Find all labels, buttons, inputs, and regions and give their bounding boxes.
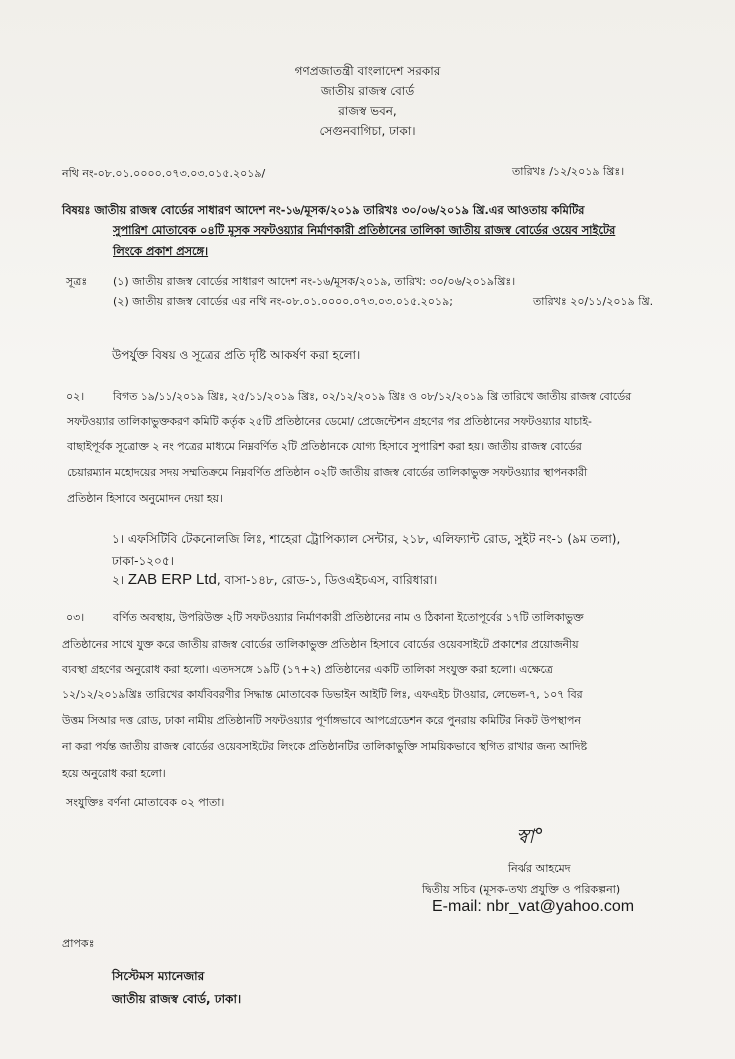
sources-label: সূত্রঃ [66,275,88,288]
para-number-02: ০২। [66,390,85,403]
signatory-name: নির্ঝর আহমেদ [508,862,571,875]
source-item-2-date: তারিখঃ ২০/১১/২০১৯ খ্রি. [533,295,654,308]
company-1-line-2: ঢাকা-১২০৫। [112,554,174,568]
para1-line: সফটওয়্যার তালিকাভুক্তকরণ কমিটি কর্তৃক ২৫টি প্রতিষ্ঠানের ডেমো/ প্রেজেন্টেশন গ্রহণের পর প্রতিষ্ঠানের সফটওয়্যার যাচাই- [67,415,592,428]
para1-line: বিগত ১৯/১১/২০১৯ খ্রিঃ, ২৫/১১/২০১৯ খ্রিঃ, ০২/১২/২০১৯ খ্রিঃ ও ০৮/১২/২০১৯ খ্রি তারিখে জাতীয় রাজস্ব বোর্ডের [113,390,632,403]
subject-line-2: সুপারিশ মোতাবেক ০৪টি মূসক সফটওয়্যার নির্মাণকারী প্রতিষ্ঠানের তালিকা জাতীয় রাজস্ব বোর্ডের ওয়েব সাইটের [113,224,616,237]
recipient-office: জাতীয় রাজস্ব বোর্ড, ঢাকা। [112,992,242,1006]
header-board: জাতীয় রাজস্ব বোর্ড [320,84,415,98]
company-2-name: ZAB ERP Ltd [127,571,217,588]
subject-line-1: বিষয়ঃ জাতীয় রাজস্ব বোর্ডের সাধারণ আদেশ নং-১৬/মূসক/২০১৯ তারিখঃ ৩০/০৬/২০১৯ খ্রি.এর আওতায় কমিটির [62,204,585,217]
letter-date: তারিখঃ /১২/২০১৯ খ্রিঃ। [512,165,625,178]
header-address: সেগুনবাগিচা, ঢাকা। [319,124,416,138]
company-2-number: ২। [112,573,125,587]
para2-line: ১২/১২/২০১৯খ্রিঃ তারিখের কার্যবিবরণীর সিদ্ধান্ত মোতাবেক ডিভাইন আইটি লিঃ, এফএইচ টাওয়ার, লেভেল-৭, ১০৭ বির [62,688,583,701]
recipient-title: সিস্টেমস ম্যানেজার [112,969,205,983]
signature-mark: স্বা° [516,824,544,848]
header-building: রাজস্ব ভবন, [338,104,397,118]
company-2-address: , বাসা-১৪৮, রোড-১, ডিওএইচএস, বারিধারা। [216,573,438,587]
para2-line: ব্যবস্থা গ্রহণের অনুরোধ করা হলো। এতদসঙ্গে ১৯টি (১৭+২) প্রতিষ্ঠানের একটি তালিকা সংযুক্ত করা হলো। এক্ষেত্রে [62,663,553,676]
company-2 [112,571,437,592]
source-item-2: (২) জাতীয় রাজস্ব বোর্ডের এর নথি নং-০৮.০১.০০০০.০৭৩.০৩.০১৫.২০১৯; [113,295,453,308]
signatory-email: E-mail: nbr_vat@yahoo.com [432,898,635,915]
header-government: গণপ্রজাতন্ত্রী বাংলাদেশ সরকার [294,64,441,78]
subject-line-3: লিংকে প্রকাশ প্রসঙ্গে। [113,245,209,258]
source-item-1: (১) জাতীয় রাজস্ব বোর্ডের সাধারণ আদেশ নং-১৬/মূসক/২০১৯, তারিখ: ৩০/০৬/২০১৯খ্রিঃ। [113,275,516,288]
para1-line: প্রতিষ্ঠান হিসাবে অনুমোদন দেয়া হয়। [67,492,223,505]
para2-line: বর্ণিত অবস্থায়, উপরিউক্ত ২টি সফটওয়্যার নির্মাণকারী প্রতিষ্ঠানের নাম ও ঠিকানা ইতোপূর্বের ১৭টি তালিকাভুক্ত [113,611,584,624]
para2-line: না করা পর্যন্ত জাতীয় রাজস্ব বোর্ডের ওয়েবসাইটের লিংকে প্রতিষ্ঠানটির তালিকাভুক্তি সাময়িকভাবে স্থগিত রাখার জন্য আদিষ্ট [62,740,587,753]
para-number-03: ০৩। [66,611,85,624]
file-number: নথি নং-০৮.০১.০০০০.০৭৩.০৩.০১৫.২০১৯/ [62,167,266,180]
para2-line: প্রতিষ্ঠানের সাথে যুক্ত করে জাতীয় রাজস্ব বোর্ডের তালিকাভুক্ত প্রতিষ্ঠান হিসাবে বোর্ডের ওয়েবসাইটে প্রকাশের প্রয়োজনীয় [62,638,579,651]
intro-text: উপর্যুক্ত বিষয় ও সূত্রের প্রতি দৃষ্টি আকর্ষণ করা হলো। [112,348,361,362]
recipient-label: প্রাপকঃ [62,937,95,950]
para2-line: হয়ে অনুরোধ করা হলো। [62,767,166,780]
para1-line: বাছাইপূর্বক সূত্রোক্ত ২ নং পত্রের মাধ্যমে নিম্নবর্ণিত ২টি প্রতিষ্ঠানকে যোগ্য হিসাবে সুপারিশ করা হয়। জাতীয় রাজস্ব বোর্ডের [67,440,582,453]
attachment-note: সংযুক্তিঃ বর্ণনা মোতাবেক ০২ পাতা। [66,796,225,809]
para1-line: চেয়ারম্যান মহোদয়ের সদয় সম্মতিক্রমে নিম্নবর্ণিত প্রতিষ্ঠান ০২টি জাতীয় রাজস্ব বোর্ডের তালিকাভুক্ত সফটওয়্যার স্থাপনকারী [67,466,588,479]
para2-line: উত্তম সিআর দত্ত রোড, ঢাকা নামীয় প্রতিষ্ঠানটি সফটওয়্যার পূর্ণাঙ্গভাবে আপগ্রেডেশন করে পুনরায় কমিটির নিকট উপস্থাপন [62,714,581,727]
signatory-designation: দ্বিতীয় সচিব (মূসক-তথ্য প্রযুক্তি ও পরিকল্পনা) [422,883,621,896]
company-1-line-1: ১। এফসিটিবি টেকনোলজি লিঃ, শাহেরা ট্রোপিক্যাল সেন্টার, ২১৮, এলিফ্যান্ট রোড, সুইট নং-১ (৯ম তলা), [112,532,621,546]
